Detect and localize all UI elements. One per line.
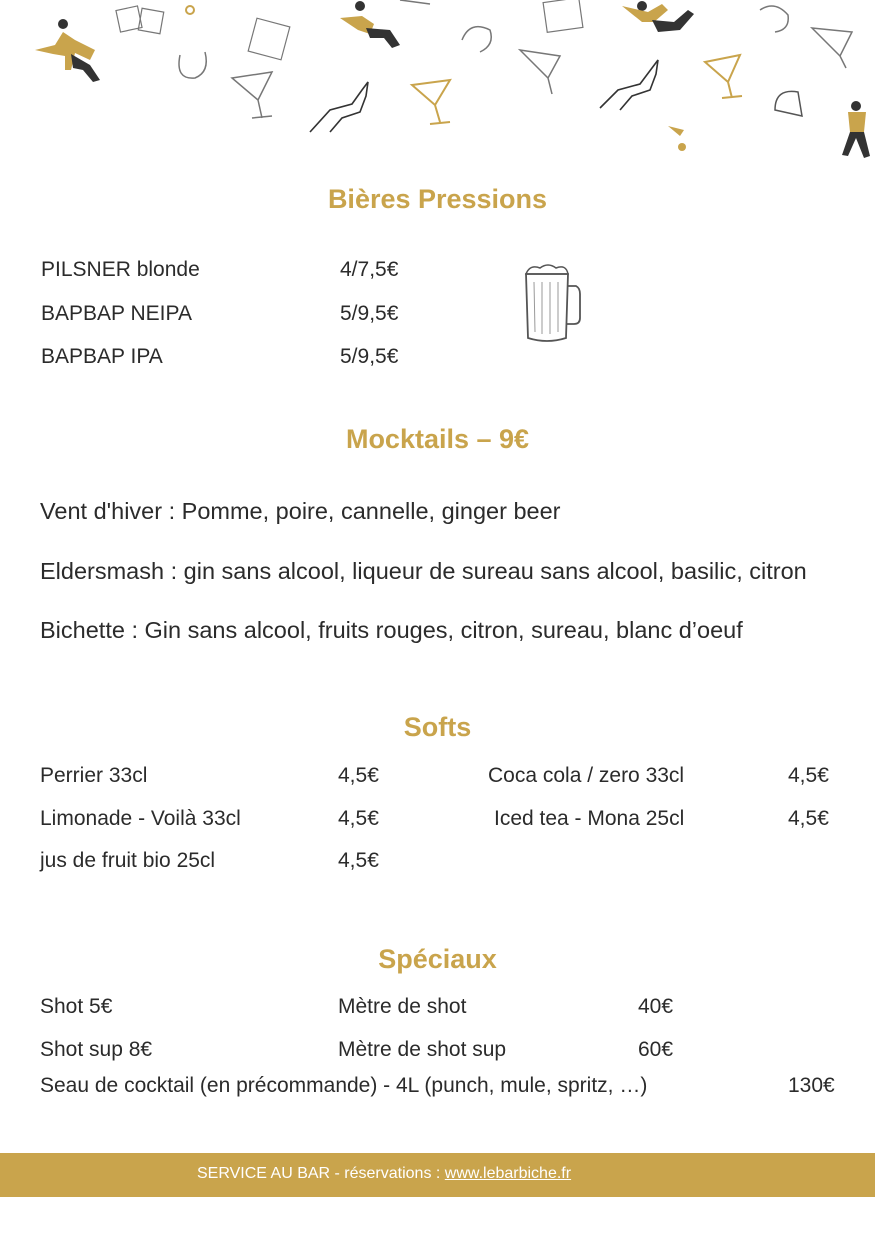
special-item-price: 60€ <box>638 1038 674 1061</box>
soft-item-price: 4,5€ <box>338 849 379 872</box>
mocktails-title: Mocktails – 9€ <box>345 424 530 454</box>
deer-icon <box>310 60 658 132</box>
soft-item-name: Iced tea - Mona 25cl <box>494 807 685 830</box>
mocktail-item: Vent d'hiver : Pomme, poire, cannelle, ginger beer <box>40 498 561 524</box>
dancer-icon <box>622 1 694 32</box>
soft-item-name: jus de fruit bio 25cl <box>40 849 216 872</box>
beer-item-price: 4/7,5€ <box>340 258 399 281</box>
special-item: Shot sup 8€ <box>40 1038 153 1061</box>
soft-item-price: 4,5€ <box>338 764 379 787</box>
mocktail-item: Bichette : Gin sans alcool, fruits rouges, citron, sureau, blanc d’oeuf <box>40 617 743 643</box>
website-link[interactable]: www.lebarbiche.fr <box>444 1165 572 1182</box>
beer-item-name: BAPBAP IPA <box>41 345 163 368</box>
beer-mug-icon <box>518 262 582 344</box>
special-item-name: Mètre de shot sup <box>338 1038 507 1061</box>
soft-item-name: Limonade - Voilà 33cl <box>40 807 241 830</box>
shrimp-icon <box>179 6 788 78</box>
special-item-price: 130€ <box>788 1074 835 1097</box>
beers-title: Bières Pressions <box>327 184 548 214</box>
decorative-banner <box>0 0 875 165</box>
dancer-icon <box>842 101 870 158</box>
special-item-name: Seau de cocktail (en précommande) - 4L (punch, mule, spritz, …) <box>40 1074 648 1097</box>
special-item-price: 40€ <box>638 995 674 1018</box>
dancer-icon <box>340 1 400 48</box>
footer-label: SERVICE AU BAR - réservations : <box>197 1165 445 1182</box>
dancer-icon <box>35 19 100 82</box>
mocktail-item: Eldersmash : gin sans alcool, liqueur de sureau sans alcool, basilic, citron <box>40 558 807 584</box>
special-item: Shot 5€ <box>40 995 113 1018</box>
footer-bar <box>0 1153 875 1197</box>
softs-title: Softs <box>403 712 472 742</box>
soft-item-name: Coca cola / zero 33cl <box>488 764 685 787</box>
beer-item-price: 5/9,5€ <box>340 302 399 325</box>
beer-item-name: PILSNER blonde <box>41 258 200 281</box>
soft-item-name: Perrier 33cl <box>40 764 148 787</box>
speciaux-title: Spéciaux <box>378 944 497 974</box>
soft-item-price: 4,5€ <box>338 807 379 830</box>
decoration-accent <box>668 126 686 151</box>
soft-item-price: 4,5€ <box>788 764 829 787</box>
cocktail-glass-icon <box>232 0 852 118</box>
beer-item-name: BAPBAP NEIPA <box>41 302 192 325</box>
special-item-name: Mètre de shot <box>338 995 467 1018</box>
beer-item-price: 5/9,5€ <box>340 345 399 368</box>
soft-item-price: 4,5€ <box>788 807 829 830</box>
taco-icon <box>775 91 802 116</box>
footer-text-container <box>197 1165 571 1183</box>
